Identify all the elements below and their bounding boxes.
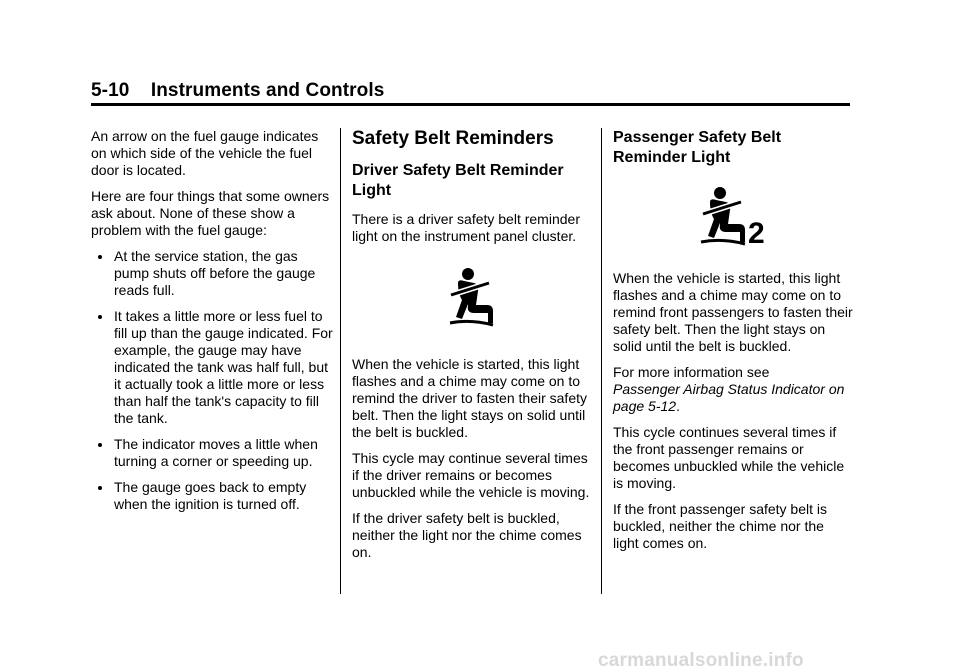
driver-intro-paragraph: There is a driver safety belt reminder light on the instrument panel cluster. [352, 211, 580, 244]
bullet-icon [98, 486, 102, 490]
driver-started-paragraph: When the vehicle is started, this light flashes and a chime may come on to remind the driver to fasten their safety belt. Then the light stays on solid until the belt is buckled. [352, 356, 587, 440]
list-item: The indicator moves a little when turning a corner or speeding up. [91, 436, 336, 470]
column-fuel-gauge [91, 128, 336, 522]
passenger-icon-label: 2 [748, 217, 765, 246]
passenger-started-paragraph: When the vehicle is started, this light flashes and a chime may come on to remind front passengers to fasten their safety belt. Then the light stays on solid until the belt is buckled. [613, 270, 853, 354]
bullet-icon [98, 315, 102, 319]
fuel-questions-paragraph: Here are four things that some owners ask about. None of these show a problem with the fuel gauge: [91, 188, 330, 238]
passenger-belt-subheading: Passenger Safety Belt Reminder Light [613, 129, 782, 166]
passenger-buckled-paragraph: If the front passenger safety belt is buckled, neither the chime nor the light comes on. [613, 501, 828, 551]
list-item: The gauge goes back to empty when the ignition is turned off. [91, 479, 336, 513]
passenger-cycle-paragraph: This cycle continues several times if the front passenger remains or becomes unbuckled while the vehicle is moving. [613, 424, 845, 491]
driver-buckled-paragraph: If the driver safety belt is buckled, neither the light nor the chime comes on. [352, 510, 582, 560]
fuel-arrow-paragraph: An arrow on the fuel gauge indicates on which side of the vehicle the fuel door is located. [91, 128, 319, 178]
fuel-gauge-list [91, 248, 336, 513]
bullet-icon [98, 255, 102, 259]
watermark: carmanualsonline.info [598, 650, 804, 671]
seatbelt-icon [447, 267, 495, 329]
safety-belt-reminders-heading: Safety Belt Reminders [352, 128, 554, 149]
airbag-status-link[interactable]: Passenger Airbag Status Indicator on page 5-12 [613, 381, 845, 414]
driver-icon-container [352, 254, 590, 342]
column-divider-1 [340, 128, 341, 594]
column-passenger-belt [613, 128, 853, 561]
passenger-icon-container [613, 186, 853, 246]
passenger-seatbelt-icon [695, 186, 771, 246]
section-title: Instruments and Controls [150, 80, 385, 101]
page-number: 5-10 [91, 80, 130, 101]
passenger-more-info-paragraph: For more information see Passenger Airbag Status Indicator on page 5-12. [613, 364, 845, 414]
column-driver-belt [352, 128, 590, 570]
bullet-icon [98, 443, 102, 447]
header-rule [91, 103, 850, 106]
page-header [91, 80, 384, 102]
driver-cycle-paragraph: This cycle may continue several times if the driver remains or becomes unbuckled while the vehicle is moving. [352, 450, 590, 500]
list-item: At the service station, the gas pump shuts off before the gauge reads full. [91, 248, 336, 299]
column-divider-2 [601, 128, 602, 594]
driver-belt-subheading: Driver Safety Belt Reminder Light [352, 162, 564, 199]
list-item: It takes a little more or less fuel to fill up than the gauge indicated. For example, the gauge may have indicated the tank was half full, but it actually took a little more or less than half the tank's capacity to fill the tank. [91, 308, 336, 427]
